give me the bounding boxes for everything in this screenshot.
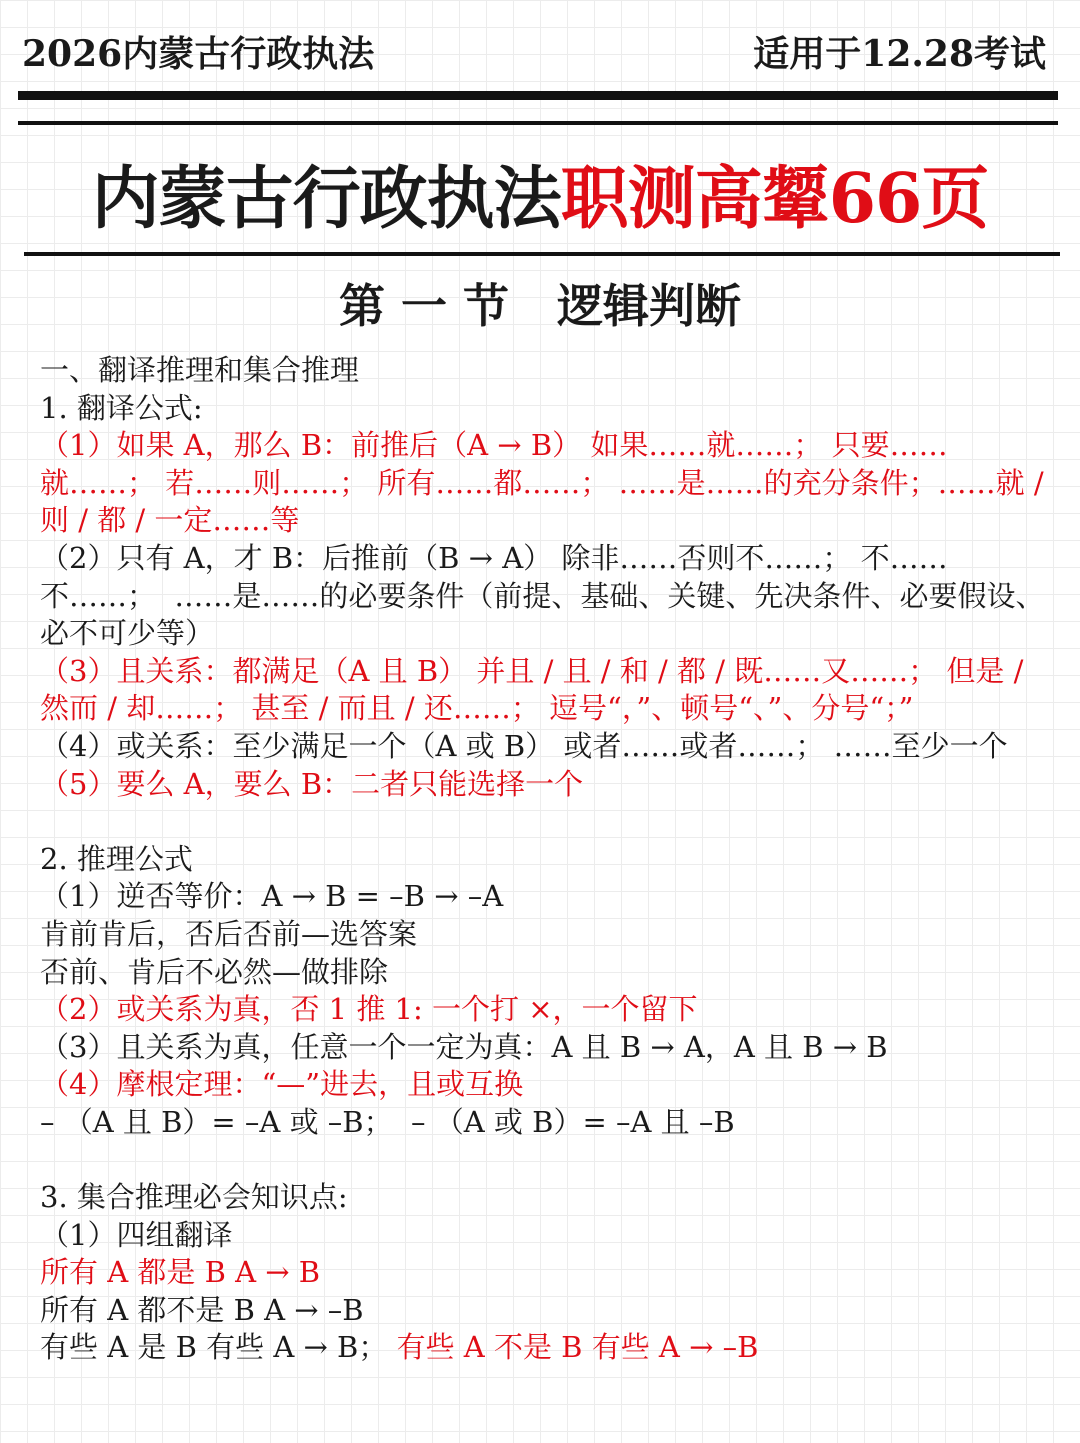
- set-line-4-red: 有些 A 不是 B 有些 A → –B: [396, 1330, 759, 1365]
- reasoning-line-4: （2）或关系为真，否 1 推 1: 一个打 ×，一个留下: [40, 992, 698, 1027]
- set-line-4-black: 有些 A 是 B 有些 A → B；: [40, 1330, 388, 1365]
- title-black-part: 内蒙古行政执法: [91, 159, 561, 239]
- spacer: [40, 1141, 1050, 1179]
- reasoning-line-5: （3）且关系为真，任意一个一定为真：A 且 B → A，A 且 B → B: [40, 1029, 888, 1064]
- translation-item-2: （2）只有 A，才 B：后推前（B → A） 除非……否则不……； 不……不……； ……是……的必要条件（前提、基础、关键、先决条件、必要假设、必不可少等）: [40, 540, 1045, 651]
- reasoning-line-1: （1）逆否等价：A → B = –B → –A: [40, 879, 504, 914]
- set-line-3: 所有 A 都不是 B A → –B: [40, 1292, 364, 1327]
- title-rule: [24, 252, 1060, 256]
- part1-heading: 一、翻译推理和集合推理: [40, 353, 360, 387]
- reasoning-line-3: 否前、肯后不必然—做排除: [40, 954, 389, 989]
- reasoning-line-7: – （A 且 B）= –A 或 –B； – （A 或 B）= –A 且 –B: [40, 1104, 735, 1139]
- translation-item-5: （5）要么 A，要么 B：二者只能选择一个: [40, 766, 584, 801]
- spacer: [40, 803, 1050, 841]
- translation-item-1: （1）如果 A，那么 B：前推后（A → B） 如果……就……； 只要……就……； 若……则……； 所有……都……； ……是……的充分条件；……就 / 则 / 都 / 一定……等: [40, 428, 1053, 538]
- title-red-part: 职测高颦66页: [560, 159, 989, 239]
- part3-sub: 3. 集合推理必会知识点:: [40, 1180, 348, 1215]
- document-body: [40, 352, 1053, 1367]
- translation-item-3: （3）且关系：都满足（A 且 B） 并且 / 且 / 和 / 都 / 既……又……； 但是 / 然而 / 却……； 甚至 / 而且 / 还……； 逗号“，”、顿号“、”、分号“；”: [40, 653, 1033, 726]
- header-rule: [18, 121, 1058, 125]
- set-line-4: [40, 1329, 1050, 1367]
- part2-sub: 2. 推理公式: [40, 841, 193, 876]
- header-right-text: 适用于12.28考试: [753, 33, 1046, 75]
- header-rule-thick: [18, 91, 1058, 100]
- reasoning-line-2: 肯前肯后，否后否前—选答案: [40, 916, 418, 951]
- part1-sub1: 1. 翻译公式:: [40, 390, 203, 425]
- reasoning-line-6: （4）摩根定理：“—”进去，且或互换: [40, 1067, 524, 1102]
- translation-item-4: （4）或关系：至少满足一个（A 或 B） 或者……或者……； ……至少一个: [40, 728, 1008, 763]
- set-line-1: （1）四组翻译: [40, 1217, 233, 1252]
- section-title: 第 一 节 逻辑判断: [338, 279, 742, 333]
- header-left-text: 2026内蒙古行政执法: [22, 33, 375, 75]
- set-line-2: 所有 A 都是 B A → B: [40, 1255, 321, 1290]
- page-title: [0, 145, 1080, 242]
